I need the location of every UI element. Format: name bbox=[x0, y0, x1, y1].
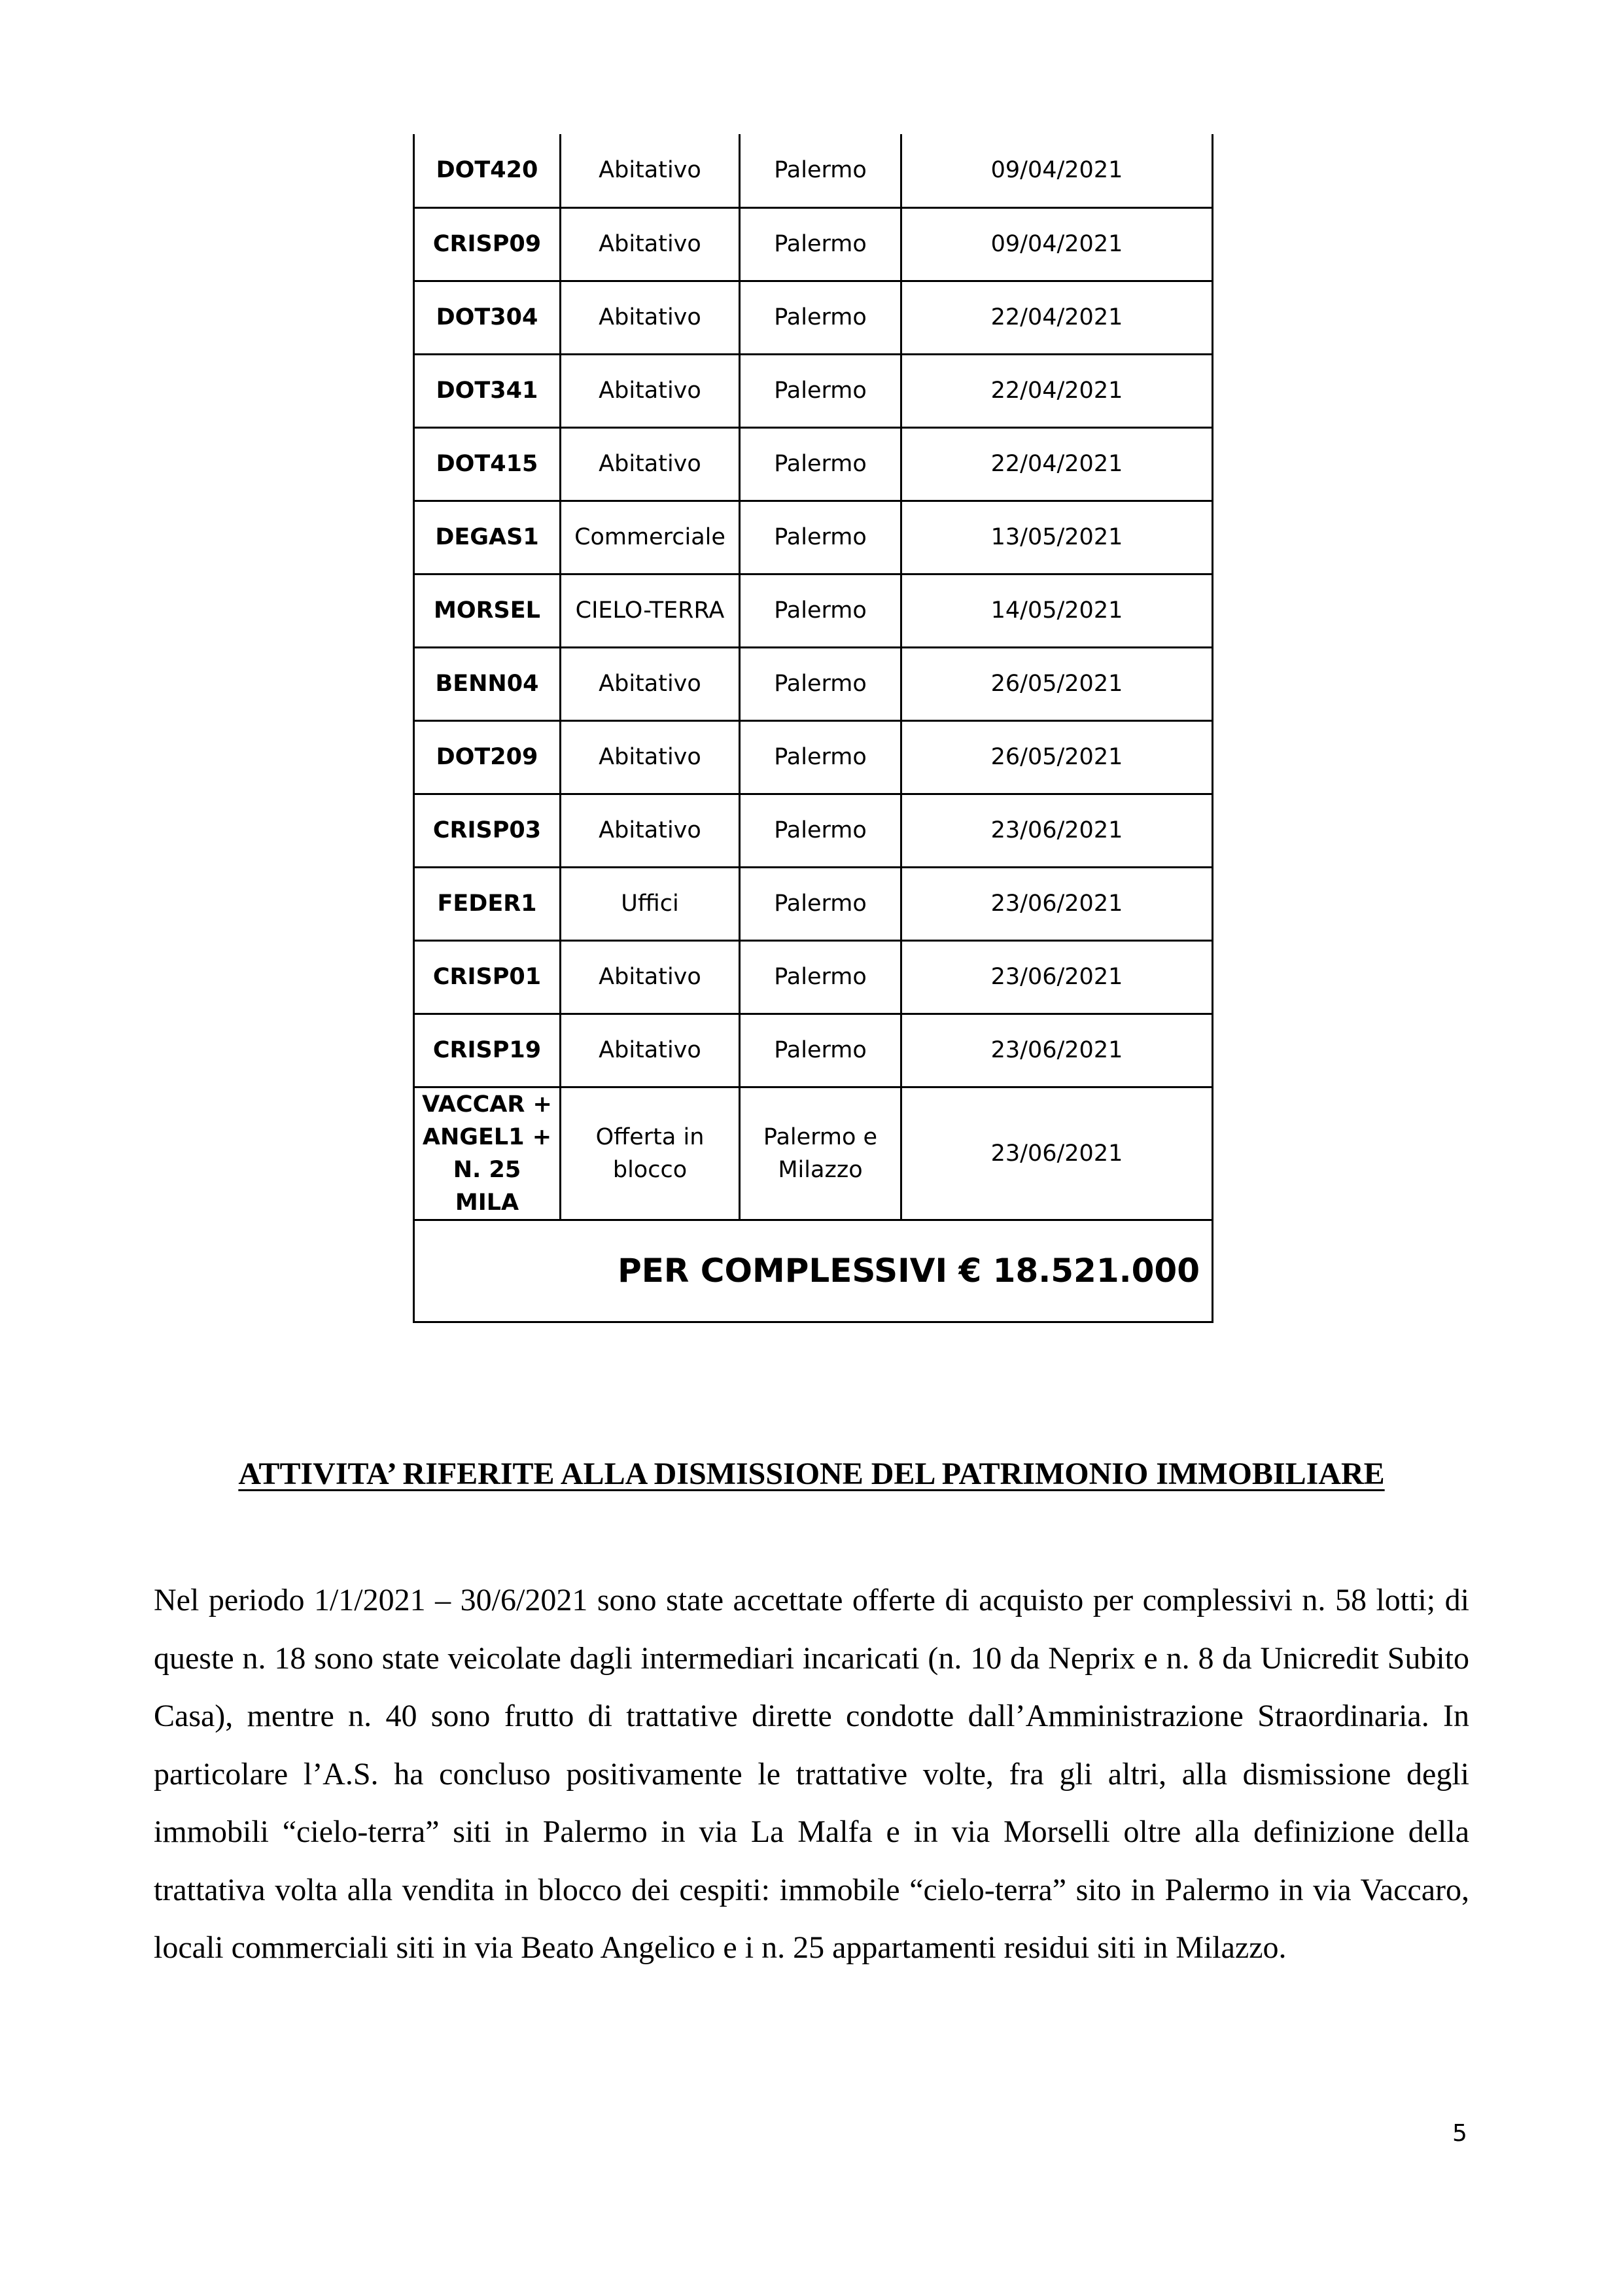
lot-type-line: blocco bbox=[612, 1156, 688, 1183]
lot-date: 14/05/2021 bbox=[901, 574, 1213, 647]
lots-table bbox=[413, 134, 1213, 1323]
lot-city: Palermo bbox=[740, 794, 901, 867]
lot-city: Palermo bbox=[740, 207, 901, 281]
lot-type: CIELO-TERRA bbox=[561, 574, 740, 647]
table-row bbox=[414, 207, 1213, 281]
lot-type: Uffici bbox=[561, 867, 740, 940]
lot-city: Palermo bbox=[740, 867, 901, 940]
body-paragraph: Nel periodo 1/1/2021 – 30/6/2021 sono state accettate offerte di acquisto per complessivi n. 58 lotti; di queste n. 18 sono state veicolate dagli intermediari incaricati (n. 10 da Neprix e n. 8 da Unicredit Subito Casa), mentre n. 40 sono frutto di trattative dirette condotte dall’Amministrazione Straordinaria. In particolare l’A.S. ha concluso positivamente le trattative volte, fra gli altri, alla dismissione degli immobili “cielo-terra” siti in Palermo in via La Malfa e in via Morselli oltre alla definizione della trattativa volta alla vendita in blocco dei cespiti: immobile “cielo-terra” sito in Palermo in via Vaccaro, locali commerciali siti in via Beato Angelico e i n. 25 appartamenti residui siti in Milazzo. bbox=[154, 1583, 1469, 1965]
lot-date: 22/04/2021 bbox=[901, 427, 1213, 501]
lot-code: DOT415 bbox=[414, 427, 561, 501]
lot-code-line: ANGEL1 + bbox=[422, 1123, 552, 1150]
lot-code: DOT341 bbox=[414, 354, 561, 427]
lot-code: DEGAS1 bbox=[414, 501, 561, 574]
table-row bbox=[414, 720, 1213, 794]
lot-type: Abitativo bbox=[561, 427, 740, 501]
section-heading: ATTIVITA’ RIFERITE ALLA DISMISSIONE DEL PATRIMONIO IMMOBILIARE bbox=[238, 1457, 1385, 1491]
lot-type: Abitativo bbox=[561, 207, 740, 281]
lot-city: Palermo bbox=[740, 354, 901, 427]
total-amount: PER COMPLESSIVI € 18.521.000 bbox=[414, 1220, 1213, 1322]
lot-city: Palermo bbox=[740, 1014, 901, 1087]
table-row bbox=[414, 940, 1213, 1014]
lot-type: Abitativo bbox=[561, 720, 740, 794]
table-row bbox=[414, 427, 1213, 501]
lot-type: Abitativo bbox=[561, 281, 740, 354]
lot-city: Palermo bbox=[740, 720, 901, 794]
lot-date: 09/04/2021 bbox=[901, 207, 1213, 281]
table-row bbox=[414, 867, 1213, 940]
lot-type: Abitativo bbox=[561, 134, 740, 207]
lot-code-line: VACCAR + bbox=[422, 1091, 552, 1118]
lot-city: Palermo bbox=[740, 134, 901, 207]
lot-code-line: N. 25 MILA bbox=[453, 1156, 521, 1216]
lot-city-line: Milazzo bbox=[778, 1156, 863, 1183]
lot-city-line: Palermo e bbox=[763, 1123, 878, 1150]
lot-code: MORSEL bbox=[414, 574, 561, 647]
lots-table-container bbox=[413, 134, 1212, 1323]
lot-code: DOT209 bbox=[414, 720, 561, 794]
lot-type: Commerciale bbox=[561, 501, 740, 574]
lot-city: Palermo bbox=[740, 940, 901, 1014]
table-row bbox=[414, 794, 1213, 867]
lot-code: CRISP19 bbox=[414, 1014, 561, 1087]
lot-date: 23/06/2021 bbox=[901, 867, 1213, 940]
lot-date: 13/05/2021 bbox=[901, 501, 1213, 574]
lot-date: 26/05/2021 bbox=[901, 720, 1213, 794]
lot-date: 23/06/2021 bbox=[901, 1087, 1213, 1220]
lot-code: BENN04 bbox=[414, 647, 561, 720]
table-row bbox=[414, 574, 1213, 647]
total-row bbox=[414, 1220, 1213, 1322]
lot-type-line: Offerta in bbox=[595, 1123, 705, 1150]
table-row bbox=[414, 1014, 1213, 1087]
lot-code bbox=[414, 1087, 561, 1220]
lot-date: 22/04/2021 bbox=[901, 354, 1213, 427]
table-row bbox=[414, 501, 1213, 574]
lot-type: Abitativo bbox=[561, 1014, 740, 1087]
lot-code: FEDER1 bbox=[414, 867, 561, 940]
lot-date: 23/06/2021 bbox=[901, 794, 1213, 867]
lot-code: DOT304 bbox=[414, 281, 561, 354]
lot-date: 22/04/2021 bbox=[901, 281, 1213, 354]
lot-date: 26/05/2021 bbox=[901, 647, 1213, 720]
lot-code: DOT420 bbox=[414, 134, 561, 207]
page-number: 5 bbox=[1452, 2120, 1467, 2147]
lot-code: CRISP09 bbox=[414, 207, 561, 281]
lot-date: 23/06/2021 bbox=[901, 1014, 1213, 1087]
lot-city: Palermo bbox=[740, 501, 901, 574]
lot-city: Palermo bbox=[740, 647, 901, 720]
lot-date: 23/06/2021 bbox=[901, 940, 1213, 1014]
lot-date: 09/04/2021 bbox=[901, 134, 1213, 207]
table-row bbox=[414, 1087, 1213, 1220]
lot-city bbox=[740, 1087, 901, 1220]
lot-type: Abitativo bbox=[561, 647, 740, 720]
lot-code: CRISP03 bbox=[414, 794, 561, 867]
table-row bbox=[414, 134, 1213, 207]
lot-code: CRISP01 bbox=[414, 940, 561, 1014]
lot-city: Palermo bbox=[740, 427, 901, 501]
lot-type: Abitativo bbox=[561, 940, 740, 1014]
lot-type: Abitativo bbox=[561, 354, 740, 427]
lot-city: Palermo bbox=[740, 281, 901, 354]
table-row bbox=[414, 354, 1213, 427]
lot-city: Palermo bbox=[740, 574, 901, 647]
table-row bbox=[414, 647, 1213, 720]
table-row bbox=[414, 281, 1213, 354]
lot-type: Abitativo bbox=[561, 794, 740, 867]
lot-type bbox=[561, 1087, 740, 1220]
